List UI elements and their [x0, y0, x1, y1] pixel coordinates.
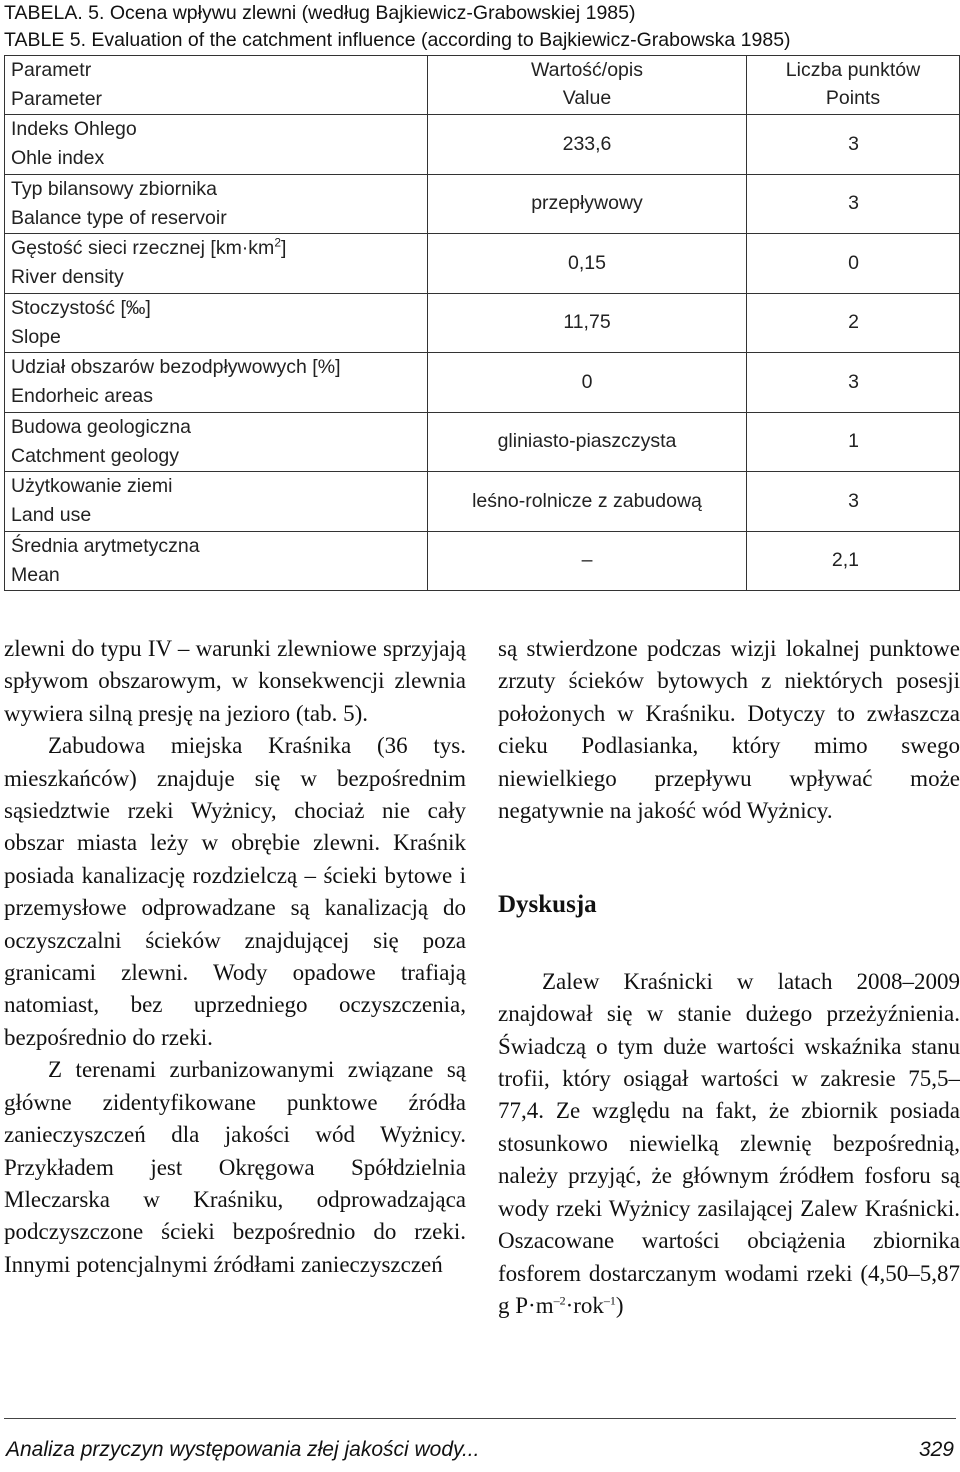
table-row — [5, 293, 960, 353]
caption-english: TABLE 5. Evaluation of the catchment influence (according to Bajkiewicz-Grabowska 1985) — [4, 29, 791, 51]
parameter-cell: Typ bilansowy zbiornika Balance type of reservoir — [5, 174, 428, 234]
value-cell: 0,15 — [428, 234, 747, 294]
value-cell: gliniasto-piaszczysta — [428, 412, 747, 472]
right-text-column — [498, 633, 960, 1322]
paragraph: Zabudowa miejska Kraśnika (36 tys. mieszkańców) znajduje się w bezpośrednim sąsiedztwie rzeki Wyżnicy, chociaż nie cały obszar miasta leży w obrębie zlewni. Kraśnik posiada kanalizację rozdzielczą – ścieki bytowe i przemysłowe odprowadzane są kanalizacją do oczyszczalni ścieków znajdującej się poza granicami zlewni. Wody opadowe trafiają natomiast, bez uprzedniego oczyszczenia, bezpośrednio do rzeki. — [4, 733, 466, 1050]
parameter-cell: Stoczystość [‰] Slope — [5, 293, 428, 353]
catchment-evaluation-table — [4, 55, 960, 591]
points-cell: 3 — [747, 115, 960, 175]
paragraph: Zalew Kraśnicki w latach 2008–2009 znajdował się w stanie dużego przeżyźnienia. Świadczą o tym duże wartości wskaźnika stanu trofii, który osiągał wartości w zakresie 75,5–77,4. Ze względu na fakt, że zbiornik posiada stosunkowo niewielką zlewnię bezpośrednią, należy przyjąć, że głównym źródłem fosforu są wody rzeki Wyżnicy zasilającej Zalew Kraśnicki. Oszacowane wartości obciążenia zbiornika fosforem dostarczanym wodami rzeki (4,50–5,87 g $P\cdot m^{-2}\cdot rok^{-1}$) — [498, 968, 960, 1318]
table-row — [5, 115, 960, 175]
value-cell: 233,6 — [428, 115, 747, 175]
value-cell: leśno-rolnicze z zabudową — [428, 472, 747, 532]
caption-polish: TABELA. 5. Ocena wpływu zlewni (według Bajkiewicz-Grabowskiej 1985) — [4, 2, 636, 24]
table-row — [5, 531, 960, 591]
table-row — [5, 234, 960, 294]
footer-divider — [4, 1418, 956, 1419]
header-points: Liczba punktów Points — [747, 56, 960, 115]
table-row — [5, 472, 960, 532]
parameter-cell: Gęstość sieci rzecznej $[km\cdot km^2]$ River density — [5, 234, 428, 294]
parameter-cell: Użytkowanie ziemi Land use — [5, 472, 428, 532]
value-cell: przepływowy — [428, 174, 747, 234]
table-row — [5, 412, 960, 472]
parameter-cell: Indeks Ohlego Ohle index — [5, 115, 428, 175]
paragraph: zlewni do typu IV – warunki zlewniowe sprzyjają spływom obszarowym, w konsekwencji zlewnia wywiera silną presję na jezioro (tab. 5). — [4, 636, 466, 726]
table-row — [5, 174, 960, 234]
points-cell: 2,1 — [747, 531, 960, 591]
value-cell: 11,75 — [428, 293, 747, 353]
points-cell: 3 — [747, 472, 960, 532]
parameter-cell: Budowa geologiczna Catchment geology — [5, 412, 428, 472]
points-cell: 1 — [747, 412, 960, 472]
value-cell: – — [428, 531, 747, 591]
page-number: 329 — [918, 1438, 954, 1461]
table-caption — [4, 0, 791, 54]
table-header-row — [5, 56, 960, 115]
points-cell: 3 — [747, 174, 960, 234]
running-title: Analiza przyczyn występowania złej jakości wody... — [6, 1438, 480, 1461]
parameter-cell: Średnia arytmetyczna Mean — [5, 531, 428, 591]
header-parameter: Parametr Parameter — [5, 56, 428, 115]
points-cell: 0 — [747, 234, 960, 294]
table-row — [5, 353, 960, 413]
points-cell: 2 — [747, 293, 960, 353]
paragraph: Z terenami zurbanizowanymi związane są główne zidentyfikowane punktowe źródła zanieczyszczeń dla jakości wód Wyżnicy. Przykładem jest Okręgowa Spółdzielnia Mleczarska w Kraśniku, odprowadzająca podczyszczone ścieki bezpośrednio do rzeki. Innymi potencjalnymi źródłami zanieczyszczeń — [4, 1057, 466, 1277]
points-cell: 3 — [747, 353, 960, 413]
value-cell: 0 — [428, 353, 747, 413]
left-text-column — [4, 633, 466, 1281]
section-heading: Dyskusja — [498, 891, 597, 919]
paragraph: są stwierdzone podczas wizji lokalnej punktowe zrzuty ścieków bytowych z niektórych posesji położonych w Kraśniku. Dotyczy to zwłaszcza cieku Podlasianka, który mimo swego niewielkiego przepływu wpływać może negatywnie na jakość wód Wyżnicy. — [498, 636, 960, 824]
parameter-cell: Udział obszarów bezodpływowych [%] Endorheic areas — [5, 353, 428, 413]
header-value: Wartość/opis Value — [428, 56, 747, 115]
